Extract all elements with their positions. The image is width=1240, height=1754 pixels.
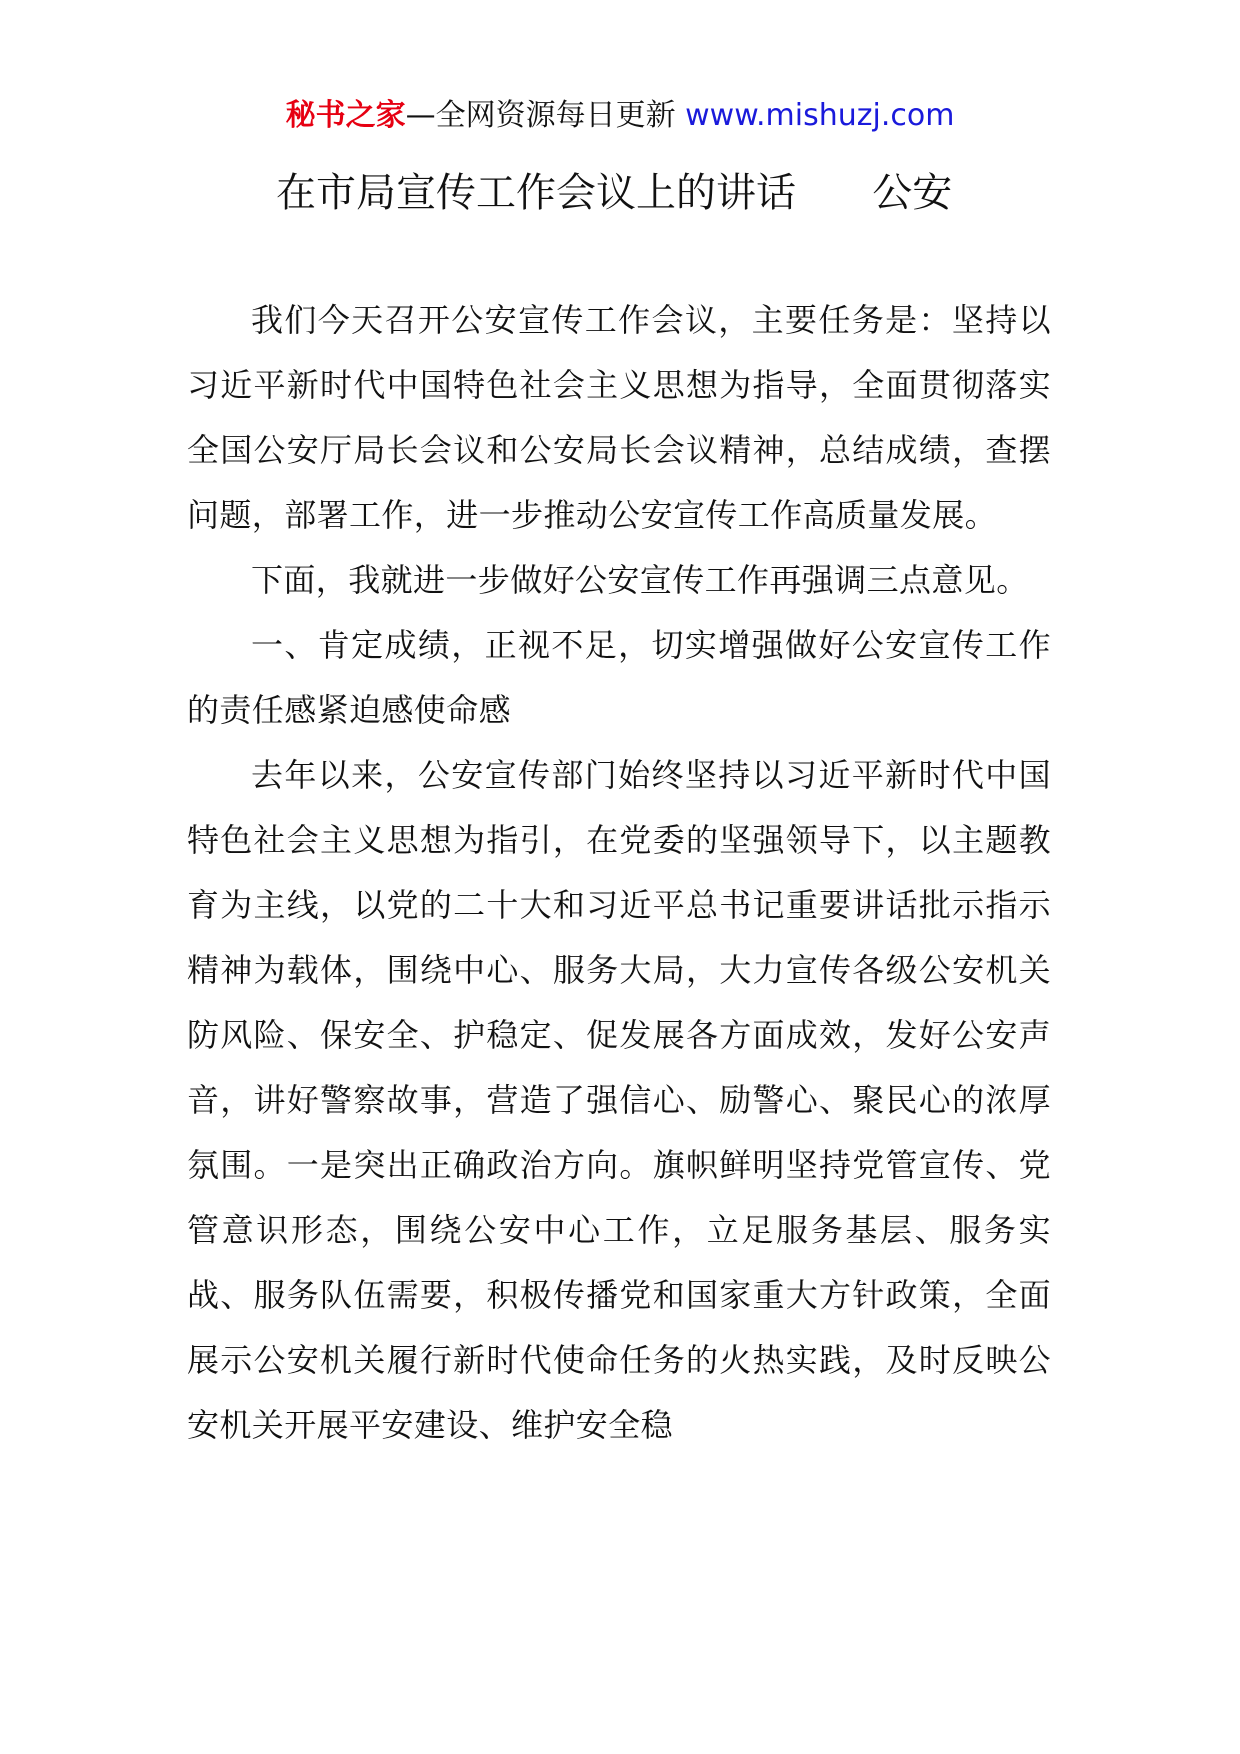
document-title: 在市局宣传工作会议上的讲话 公安 [276,170,953,216]
site-url-link[interactable]: www.mishuzj.com [685,98,955,133]
brand-name: 秘书之家 [285,98,406,133]
site-banner [0,96,1240,136]
paragraph-intro: 我们今天召开公安宣传工作会议，主要任务是：坚持以习近平新时代中国特色社会主义思想为指导，全面贯彻落实全国公安厅局长会议和公安局长会议精神，总结成绩，查摆问题，部署工作，进一步推动公安宣传工作高质量发展。 [187,301,1051,534]
paragraph-outline: 下面，我就进一步做好公安宣传工作再强调三点意见。 [251,561,1029,599]
banner-tagline: —全网资源每日更新 [405,98,686,133]
document-body [187,288,1051,1458]
section-heading-1: 一、肯定成绩，正视不足，切实增强做好公安宣传工作的责任感紧迫感使命感 [187,626,1051,729]
paragraph-section-1: 去年以来，公安宣传部门始终坚持以习近平新时代中国特色社会主义思想为指引，在党委的坚强领导下，以主题教育为主线，以党的二十大和习近平总书记重要讲话批示指示精神为载体，围绕中心、服务大局，大力宣传各级公安机关防风险、保安全、护稳定、促发展各方面成效，发好公安声音，讲好警察故事，营造了强信心、励警心、聚民心的浓厚氛围。一是突出正确政治方向。旗帜鲜明坚持党管宣传、党管意识形态，围绕公安中心工作，立足服务基层、服务实战、服务队伍需要，积极传播党和国家重大方针政策，全面展示公安机关履行新时代使命任务的火热实践，及时反映公安机关开展平安建设、维护安全稳 [187,756,1051,1444]
